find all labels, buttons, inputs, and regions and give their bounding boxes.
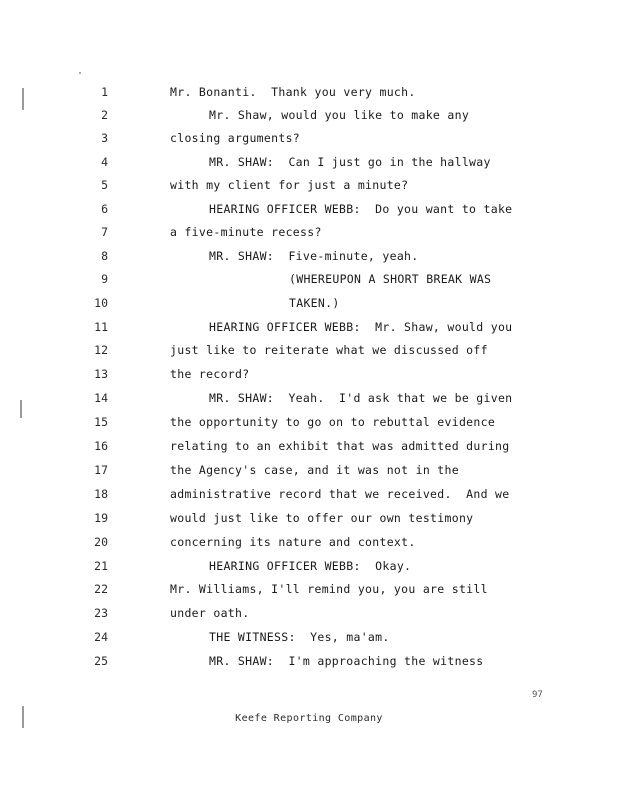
transcript-line [0, 155, 618, 177]
line-number: 2 [101, 108, 108, 122]
line-text: MR. SHAW: Can I just go in the hallway [209, 155, 491, 169]
line-text: relating to an exhibit that was admitted during [170, 439, 510, 453]
line-number: 1 [101, 85, 108, 99]
transcript-line [0, 463, 618, 485]
transcript-line [0, 85, 618, 107]
transcript-line [0, 296, 618, 318]
line-number: 24 [94, 630, 108, 644]
line-text: HEARING OFFICER WEBB: Do you want to take [209, 202, 513, 216]
scan-mark [79, 72, 81, 74]
line-text: with my client for just a minute? [170, 178, 409, 192]
transcript-line [0, 606, 618, 628]
transcript-line [0, 582, 618, 604]
line-text: TAKEN.) [289, 296, 340, 310]
line-number: 16 [94, 439, 108, 453]
line-number: 10 [94, 296, 108, 310]
line-number: 8 [101, 249, 108, 263]
line-number: 4 [101, 155, 108, 169]
transcript-line [0, 630, 618, 652]
transcript-line [0, 249, 618, 271]
transcript-line [0, 202, 618, 224]
transcript-line [0, 178, 618, 200]
line-number: 19 [94, 511, 108, 525]
line-number: 13 [94, 367, 108, 381]
line-number: 15 [94, 415, 108, 429]
transcript-line [0, 225, 618, 247]
transcript-line [0, 367, 618, 389]
line-number: 5 [101, 178, 108, 192]
line-text: a five-minute recess? [170, 225, 322, 239]
line-number: 20 [94, 535, 108, 549]
line-number: 21 [94, 559, 108, 573]
line-text: just like to reiterate what we discussed off [170, 343, 488, 357]
transcript-line [0, 343, 618, 365]
line-text: concerning its nature and context. [170, 535, 416, 549]
transcript-line [0, 320, 618, 342]
line-number: 25 [94, 654, 108, 668]
line-text: the opportunity to go on to rebuttal evidence [170, 415, 496, 429]
transcript-line [0, 131, 618, 153]
page-number: 97 [532, 690, 543, 700]
line-text: the Agency's case, and it was not in the [170, 463, 459, 477]
line-text: MR. SHAW: Five-minute, yeah. [209, 249, 419, 263]
line-text: closing arguments? [170, 131, 301, 145]
line-text: MR. SHAW: I'm approaching the witness [209, 654, 484, 668]
line-text: HEARING OFFICER WEBB: Okay. [209, 559, 412, 573]
reporter-footer: Keefe Reporting Company [235, 713, 383, 724]
transcript-line [0, 415, 618, 437]
line-text: the record? [170, 367, 250, 381]
line-text: MR. SHAW: Yeah. I'd ask that we be given [209, 391, 513, 405]
transcript-line [0, 559, 618, 581]
line-text: HEARING OFFICER WEBB: Mr. Shaw, would you [209, 320, 513, 334]
transcript-line [0, 654, 618, 676]
line-number: 14 [94, 391, 108, 405]
line-number: 3 [101, 131, 108, 145]
transcript-line [0, 439, 618, 461]
transcript-line [0, 391, 618, 413]
line-number: 23 [94, 606, 108, 620]
line-text: (WHEREUPON A SHORT BREAK WAS [289, 272, 492, 286]
line-text: THE WITNESS: Yes, ma'am. [209, 630, 390, 644]
line-text: under oath. [170, 606, 250, 620]
line-number: 17 [94, 463, 108, 477]
line-text: Mr. Williams, I'll remind you, you are still [170, 582, 488, 596]
transcript-line [0, 108, 618, 130]
line-number: 22 [94, 582, 108, 596]
transcript-line [0, 535, 618, 557]
transcript-line [0, 272, 618, 294]
line-number: 9 [101, 272, 108, 286]
line-text: administrative record that we received. And we [170, 487, 510, 501]
transcript-line [0, 511, 618, 533]
line-text: Mr. Bonanti. Thank you very much. [170, 85, 416, 99]
line-number: 12 [94, 343, 108, 357]
line-text: would just like to offer our own testimony [170, 511, 474, 525]
line-number: 11 [94, 320, 108, 334]
line-text: Mr. Shaw, would you like to make any [209, 108, 470, 122]
line-number: 7 [101, 225, 108, 239]
transcript-line [0, 487, 618, 509]
line-number: 6 [101, 202, 108, 216]
line-number: 18 [94, 487, 108, 501]
